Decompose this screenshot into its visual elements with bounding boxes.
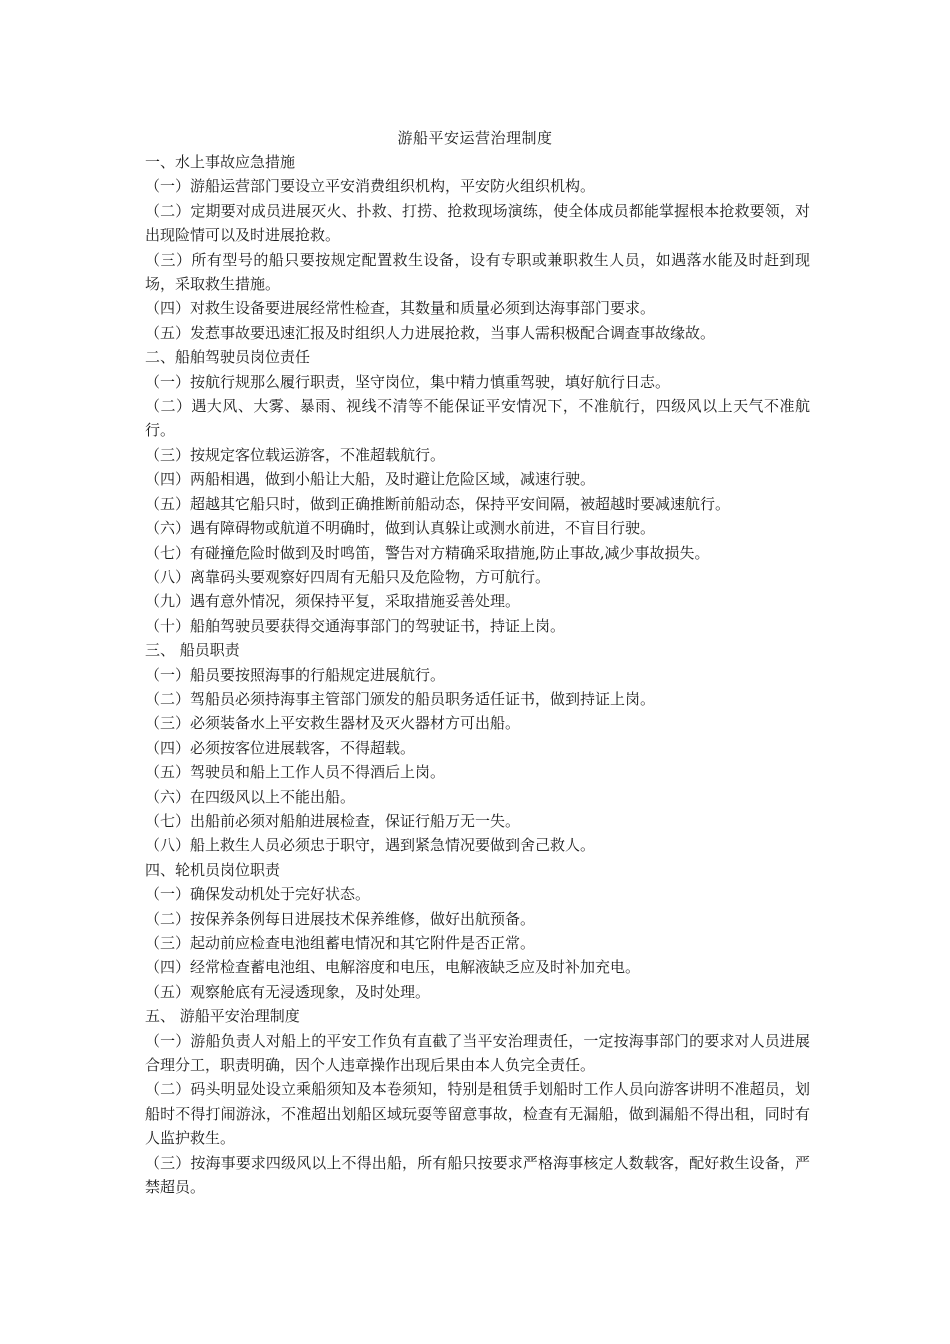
list-item: （三）所有型号的船只要按规定配置救生设备，设有专职或兼职救生人员，如遇落水能及时赶到现场，采取救生措施。 — [145, 250, 810, 294]
list-item: （二）码头明显处设立乘船须知及本卷须知，特别是租赁手划船时工作人员向游客讲明不准超员，划船时不得打闹游泳，不准超出划船区域玩耍等留意事故，检查有无漏船，做到漏船不得出租，同时有人监护救生。 — [145, 1080, 810, 1148]
list-item: （一）按航行规那么履行职责，坚守岗位，集中精力慎重驾驶，填好航行日志。 — [145, 372, 671, 391]
list-item: （六）在四级风以上不能出船。 — [145, 787, 356, 806]
list-item: （九）遇有意外情况，须保持平复，采取措施妥善处理。 — [145, 592, 521, 611]
list-item: （七）有碰撞危险时做到及时鸣笛，警告对方精确采取措施,防止事故,减少事故损失。 — [145, 543, 710, 562]
list-item: （四）两船相遇，做到小船让大船，及时避让危险区域，减速行驶。 — [145, 470, 596, 489]
list-item: （六）遇有障碍物或航道不明确时，做到认真躲让或测水前进，不盲目行驶。 — [145, 519, 656, 538]
section-heading: 五、 游船平安治理制度 — [145, 1007, 300, 1026]
list-item: （二）遇大风、大雾、暴雨、视线不清等不能保证平安情况下，不准航行，四级风以上天气不准航行。 — [145, 397, 810, 440]
list-item: （五）驾驶员和船上工作人员不得酒后上岗。 — [145, 763, 446, 782]
section-heading: 二、船舶驾驶员岗位责任 — [145, 348, 311, 367]
list-item: （十）船舶驾驶员要获得交通海事部门的驾驶证书，持证上岗。 — [145, 616, 566, 635]
list-item: （一）船员要按照海事的行船规定进展航行。 — [145, 665, 446, 684]
section-heading: 四、轮机员岗位职责 — [145, 860, 281, 879]
list-item: （四）经常检查蓄电池组、电解溶度和电压，电解液缺乏应及时补加充电。 — [145, 958, 641, 977]
section-heading: 三、 船员职责 — [145, 641, 240, 660]
list-item: （一）确保发动机处于完好状态。 — [145, 885, 371, 904]
section-heading: 一、水上事故应急措施 — [145, 153, 296, 171]
list-item: （三）按规定客位载运游客，不准超载航行。 — [145, 445, 446, 464]
list-item: （二）驾船员必须持海事主管部门颁发的船员职务适任证书，做到持证上岗。 — [145, 689, 656, 708]
list-item: （五）发惹事故要迅速汇报及时组织人力进展抢救，当事人需积极配合调查事故缘故。 — [145, 323, 716, 342]
list-item: （三）必须装备水上平安救生器材及灭火器材方可出船。 — [145, 714, 521, 733]
list-item: （五）观察舱底有无浸透现象，及时处理。 — [145, 982, 431, 1001]
list-item: （七）出船前必须对船舶进展检查，保证行船万无一失。 — [145, 811, 521, 830]
list-item: （四）必须按客位进展载客，不得超载。 — [145, 738, 416, 757]
list-item: （一）游船负责人对船上的平安工作负有直截了当平安治理责任，一定按海事部门的要求对人员进展合理分工，职责明确，因个人违章操作出现后果由本人负完全责任。 — [145, 1031, 810, 1075]
document-title: 游船平安运营治理制度 — [397, 129, 553, 147]
document-body — [145, 150, 810, 1199]
list-item: （五）超越其它船只时，做到正确推断前船动态，保持平安间隔，被超越时要减速航行。 — [145, 494, 731, 513]
list-item: （二）按保养条例每日进展技术保养维修，做好出航预备。 — [145, 909, 536, 928]
list-item: （八）离靠码头要观察好四周有无船只及危险物，方可航行。 — [145, 567, 551, 586]
list-item: （三）起动前应检查电池组蓄电情况和其它附件是否正常。 — [145, 934, 536, 952]
list-item: （二）定期要对成员进展灭火、扑救、打捞、抢救现场演练，使全体成员都能掌握根本抢救要领，对出现险情可以及时进展抢救。 — [145, 201, 810, 245]
list-item: （四）对救生设备要进展经常性检查，其数量和质量必须到达海事部门要求。 — [145, 299, 656, 318]
list-item: （八）船上救生人员必须忠于职守，遇到紧急情况要做到舍己救人。 — [145, 836, 596, 855]
list-item: （一）游船运营部门要设立平安消费组织机构，平安防火组织机构。 — [145, 177, 596, 196]
list-item: （三）按海事要求四级风以上不得出船，所有船只按要求严格海事核定人数载客，配好救生设备，严禁超员。 — [145, 1153, 810, 1197]
